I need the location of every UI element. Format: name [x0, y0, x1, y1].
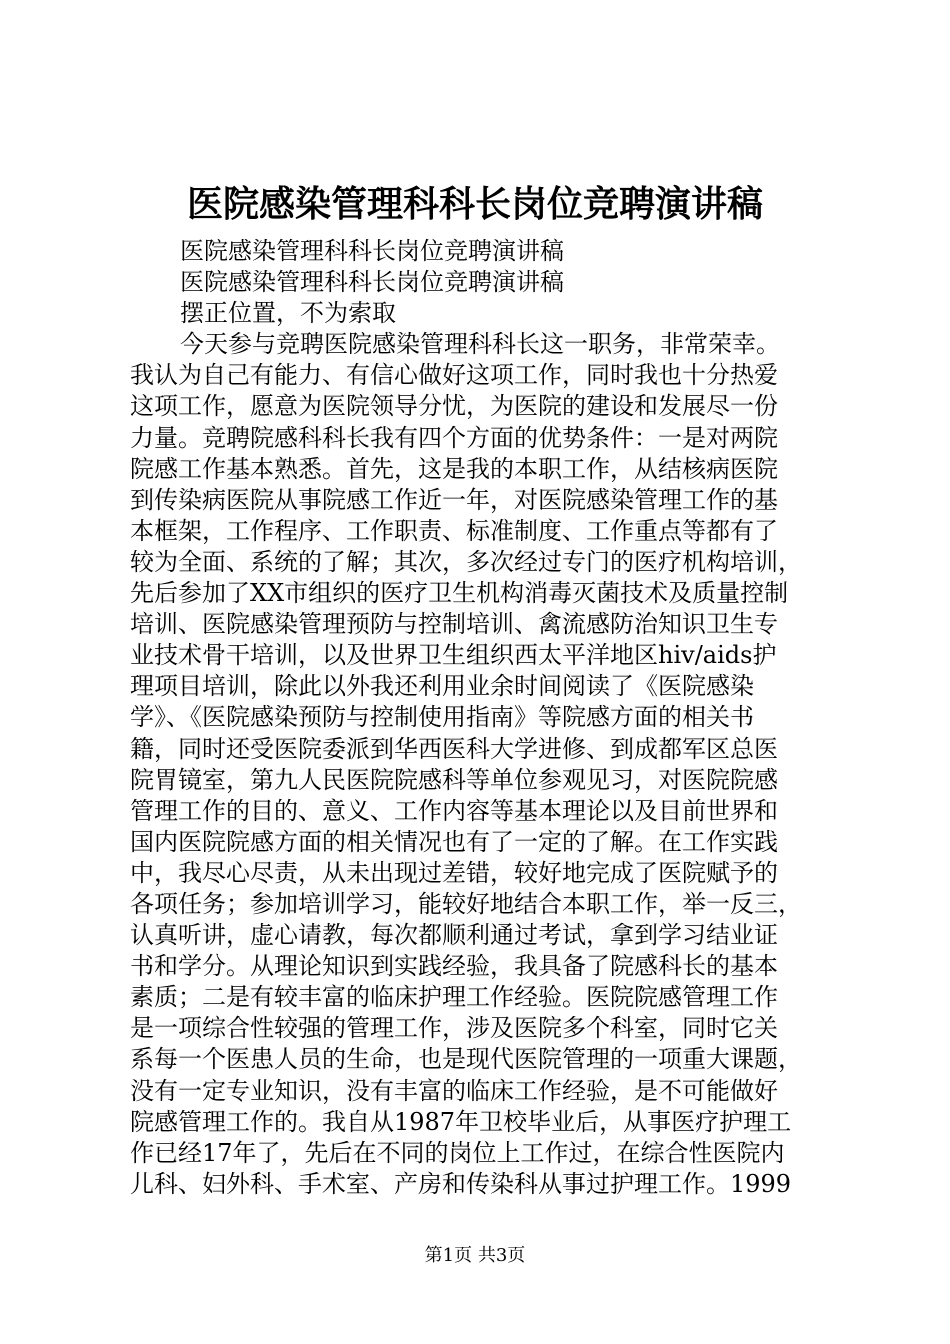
body-line: 医院感染管理科科长岗位竞聘演讲稿: [180, 268, 564, 297]
body-line: 院胃镜室，第九人民医院院感科等单位参观见习，对医院院感: [130, 765, 778, 794]
body-line: 本框架，工作程序、工作职责、标准制度、工作重点等都有了: [130, 516, 778, 545]
body-line: 学》、《医院感染预防与控制使用指南》等院感方面的相关书: [130, 703, 754, 732]
body-line: 书和学分。从理论知识到实践经验，我具备了院感科长的基本: [130, 952, 778, 981]
body-line: 摆正位置，不为索取: [180, 299, 396, 328]
body-line: 医院感染管理科科长岗位竞聘演讲稿: [180, 237, 564, 265]
body-line: 认真听讲，虚心请教，每次都顺利通过考试，拿到学习结业证: [130, 921, 778, 950]
body-line: 是一项综合性较强的管理工作，涉及医院多个科室，同时它关: [130, 1014, 778, 1043]
body-line: 较为全面、系统的了解；其次，多次经过专门的医疗机构培训，: [130, 547, 802, 576]
body-line: 籍，同时还受医院委派到华西医科大学进修、到成都军区总医: [130, 734, 778, 763]
body-line: 到传染病医院从事院感工作近一年，对医院感染管理工作的基: [130, 485, 778, 514]
body-line: 管理工作的目的、意义、工作内容等基本理论以及目前世界和: [130, 796, 778, 825]
body-line: 各项任务；参加培训学习，能较好地结合本职工作，举一反三，: [130, 889, 802, 918]
body-line: 理项目培训，除此以外我还利用业余时间阅读了《医院感染: [130, 672, 754, 701]
body-line: 力量。竞聘院感科科长我有四个方面的优势条件：一是对两院: [130, 423, 778, 452]
body-line: 我认为自己有能力、有信心做好这项工作，同时我也十分热爱: [130, 361, 778, 390]
body-line: 这项工作，愿意为医院领导分忧，为医院的建设和发展尽一份: [130, 392, 778, 421]
body-line: 业技术骨干培训，以及世界卫生组织西太平洋地区hiv/aids护: [130, 641, 777, 670]
document-body: [130, 236, 830, 1200]
body-line: 今天参与竞聘医院感染管理科科长这一职务，非常荣幸。: [180, 330, 780, 359]
body-line: 国内医院院感方面的相关情况也有了一定的了解。在工作实践: [130, 827, 778, 856]
body-line: 系每一个医患人员的生命，也是现代医院管理的一项重大课题，: [130, 1045, 802, 1074]
body-line: 院感管理工作的。我自从1987年卫校毕业后，从事医疗护理工: [130, 1107, 792, 1136]
body-line: 中，我尽心尽责，从未出现过差错，较好地完成了医院赋予的: [130, 858, 778, 887]
body-line: 儿科、妇外科、手术室、产房和传染科从事过护理工作。1999: [130, 1169, 792, 1198]
body-line: 没有一定专业知识，没有丰富的临床工作经验，是不可能做好: [130, 1076, 778, 1105]
body-line: 作已经17年了，先后在不同的岗位上工作过，在综合性医院内: [130, 1138, 785, 1167]
page-footer: 第1页 共3页: [424, 1245, 526, 1266]
body-line: 院感工作基本熟悉。首先，这是我的本职工作，从结核病医院: [130, 454, 778, 483]
body-line: 先后参加了XX市组织的医疗卫生机构消毒灭菌技术及质量控制: [130, 579, 789, 608]
body-line: 培训、医院感染管理预防与控制培训、禽流感防治知识卫生专: [130, 610, 778, 639]
document-title: 医院感染管理科科长岗位竞聘演讲稿: [186, 183, 763, 225]
body-line: 素质；二是有较丰富的临床护理工作经验。医院院感管理工作: [130, 983, 778, 1012]
